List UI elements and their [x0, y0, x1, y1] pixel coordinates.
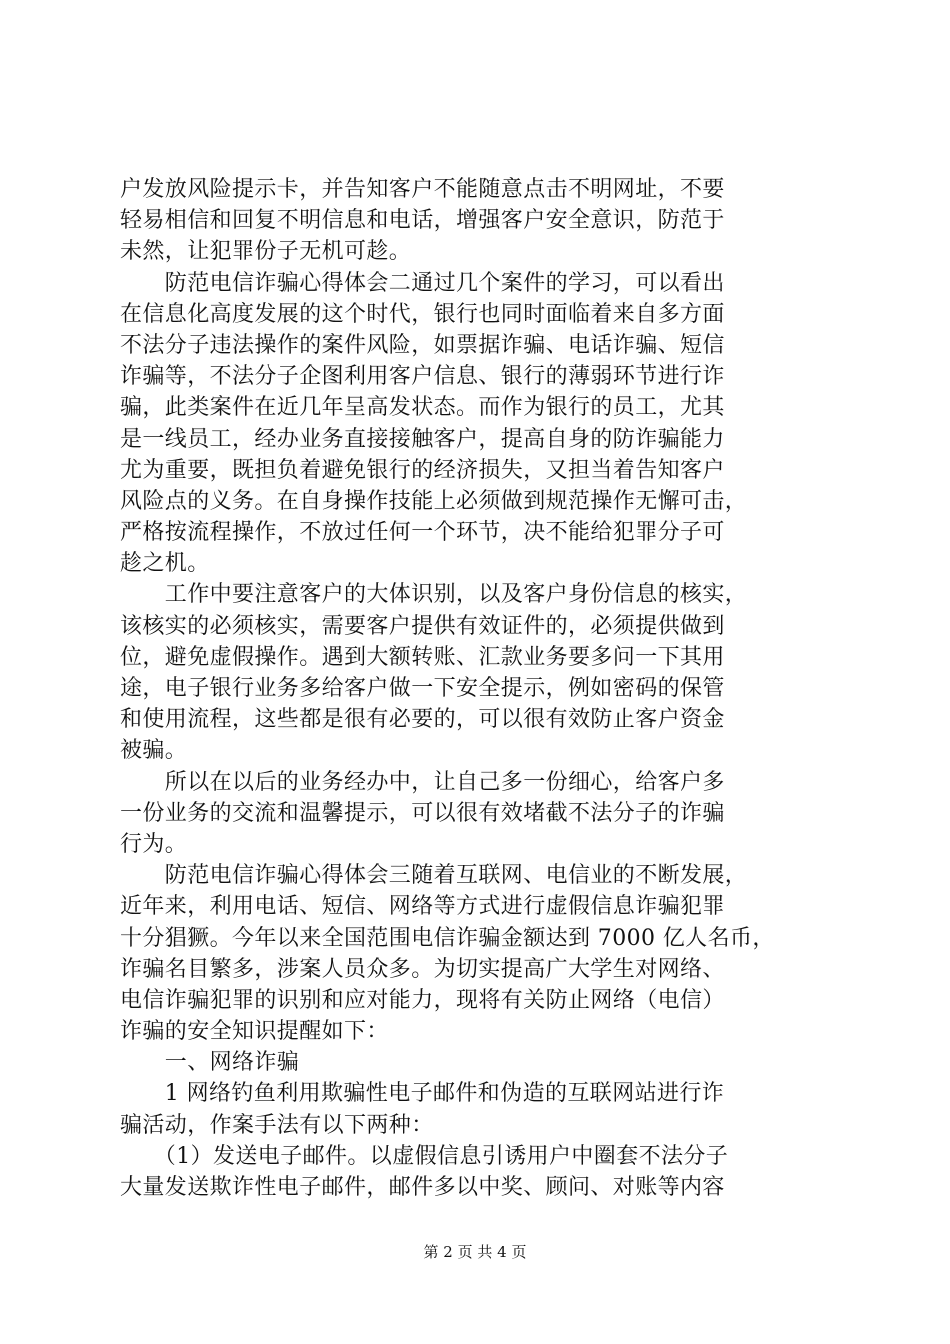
text-line: 被骗。: [120, 738, 188, 764]
text-line: 户发放风险提示卡，并告知客户不能随意点击不明网址，不要: [120, 177, 725, 202]
text-line: 一、网络诈骗: [120, 1050, 300, 1076]
text-line: 和使用流程，这些都是很有必要的，可以很有效防止客户资金: [120, 707, 725, 733]
text-line: 大量发送欺诈性电子邮件，邮件多以中奖、顾问、对账等内容: [120, 1175, 725, 1200]
text-line: 一份业务的交流和温馨提示，可以很有效堵截不法分子的诈骗: [120, 800, 725, 826]
text-line: 工作中要注意客户的大体识别，以及客户身份信息的核实，: [120, 582, 748, 608]
text-line: 途，电子银行业务多给客户做一下安全提示，例如密码的保管: [120, 676, 725, 701]
text-line: 骗，此类案件在近几年呈高发状态。而作为银行的员工，尤其: [120, 395, 725, 421]
text-line: 骗活动，作案手法有以下两种：: [120, 1112, 434, 1138]
text-line: 位，避免虚假操作。遇到大额转账、汇款业务要多问一下其用: [120, 644, 725, 670]
text-line: 所以在以后的业务经办中，让自己多一份细心，给客户多: [120, 769, 725, 795]
text-line: 趁之机。: [120, 551, 210, 577]
text-line: 诈骗的安全知识提醒如下：: [120, 1019, 389, 1045]
body-text: [120, 174, 832, 1203]
text-line: 电信诈骗犯罪的识别和应对能力，现将有关防止网络（电信）: [120, 987, 725, 1013]
text-line: （1）发送电子邮件。以虚假信息引诱用户中圈套不法分子: [120, 1143, 729, 1169]
page-footer: 第 2 页 共 4 页: [423, 1243, 527, 1261]
text-line: 诈骗名目繁多，涉案人员众多。为切实提高广大学生对网络、: [120, 956, 725, 982]
text-line: 尤为重要，既担负着避免银行的经济损失，又担当着告知客户: [120, 457, 725, 483]
text-line: 不法分子违法操作的案件风险，如票据诈骗、电话诈骗、短信: [120, 332, 725, 358]
text-line: 在信息化高度发展的这个时代，银行也同时面临着来自多方面: [120, 301, 725, 327]
text-line: 防范电信诈骗心得体会三随着互联网、电信业的不断发展，: [120, 863, 748, 889]
text-line: 是一线员工，经办业务直接接触客户，提高自身的防诈骗能力: [120, 426, 725, 452]
text-line: 未然，让犯罪份子无机可趁。: [120, 239, 412, 265]
text-line: 诈骗等，不法分子企图利用客户信息、银行的薄弱环节进行诈: [120, 364, 725, 390]
text-line: 轻易相信和回复不明信息和电话，增强客户安全意识，防范于: [120, 208, 725, 234]
text-line: 严格按流程操作，不放过任何一个环节，决不能给犯罪分子可: [120, 520, 725, 546]
text-line: 1 网络钓鱼利用欺骗性电子邮件和伪造的互联网站进行诈: [120, 1081, 725, 1107]
text-line: 行为。: [120, 831, 188, 857]
text-line: 近年来，利用电话、短信、网络等方式进行虚假信息诈骗犯罪: [120, 894, 725, 920]
text-line: 风险点的义务。在自身操作技能上必须做到规范操作无懈可击，: [120, 488, 748, 514]
text-line: 防范电信诈骗心得体会二通过几个案件的学习，可以看出: [120, 270, 725, 296]
text-line: 该核实的必须核实，需要客户提供有效证件的，必须提供做到: [120, 613, 725, 639]
text-line: 十分猖獗。今年以来全国范围电信诈骗金额达到 7000 亿人名币，: [120, 925, 775, 951]
